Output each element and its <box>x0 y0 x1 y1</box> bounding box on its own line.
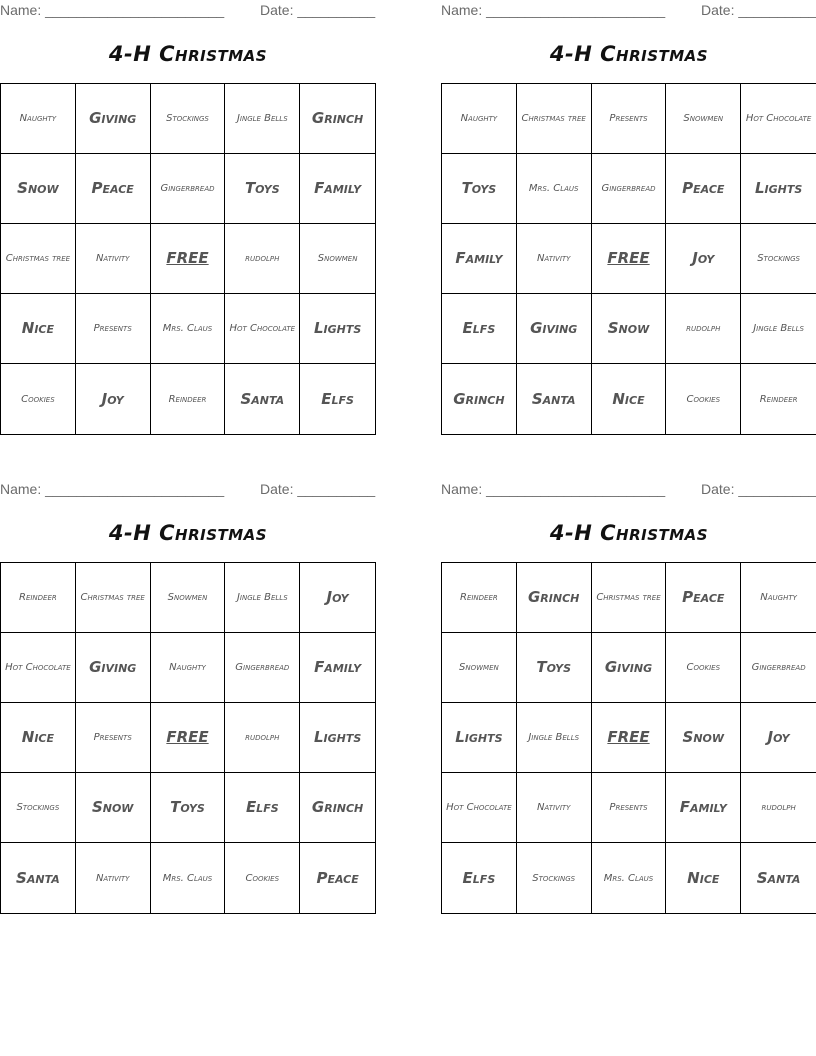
bingo-cell: Giving <box>76 633 151 703</box>
bingo-cell: Cookies <box>225 843 300 913</box>
bingo-cell: Presents <box>76 294 151 364</box>
card-title: 4-H Christmas <box>549 42 709 66</box>
bingo-cell: Stockings <box>517 843 592 913</box>
bingo-cell: Nativity <box>517 224 592 294</box>
bingo-cell: Joy <box>300 563 375 633</box>
bingo-cell: Presents <box>76 703 151 773</box>
bingo-cell: Toys <box>225 154 300 224</box>
bingo-cell: Snowmen <box>666 84 741 154</box>
bingo-cell: Nice <box>1 294 76 364</box>
bingo-cell: rudolph <box>225 224 300 294</box>
bingo-cell: Elfs <box>225 773 300 843</box>
bingo-cell: Lights <box>300 703 375 773</box>
bingo-cell: Joy <box>76 364 151 434</box>
bingo-cell: Santa <box>1 843 76 913</box>
bingo-cell: Christmas tree <box>76 563 151 633</box>
bingo-cell: Stockings <box>1 773 76 843</box>
bingo-cell: Grinch <box>300 773 375 843</box>
bingo-card <box>0 0 376 440</box>
bingo-cell: Lights <box>741 154 816 224</box>
card-header <box>441 2 816 20</box>
name-field: Name: _______________________ <box>0 2 225 18</box>
date-field: Date: __________ <box>701 481 816 497</box>
card-header <box>441 481 816 499</box>
card-header <box>0 481 376 499</box>
card-title: 4-H Christmas <box>108 42 268 66</box>
bingo-cell: Jingle Bells <box>517 703 592 773</box>
bingo-cell: Snowmen <box>442 633 517 703</box>
bingo-cell: Mrs. Claus <box>151 843 226 913</box>
bingo-cell: Christmas tree <box>517 84 592 154</box>
bingo-cell: rudolph <box>741 773 816 843</box>
bingo-cell: Gingerbread <box>592 154 667 224</box>
bingo-cell: Naughty <box>741 563 816 633</box>
bingo-cell: rudolph <box>225 703 300 773</box>
bingo-cell: Elfs <box>442 843 517 913</box>
date-field: Date: __________ <box>260 481 376 497</box>
bingo-cell: Presents <box>592 84 667 154</box>
bingo-cell: Reindeer <box>1 563 76 633</box>
bingo-cell: Reindeer <box>759 393 798 405</box>
bingo-cell: Cookies <box>1 364 76 434</box>
bingo-cell: Snowmen <box>151 563 226 633</box>
bingo-cell: Peace <box>666 563 741 633</box>
bingo-cell: Jingle Bells <box>225 563 300 633</box>
bingo-grid <box>441 83 816 435</box>
bingo-cell: Nice <box>592 364 667 434</box>
date-field: Date: __________ <box>701 2 816 18</box>
bingo-cell: Santa <box>756 868 801 887</box>
bingo-cell: Nativity <box>76 224 151 294</box>
bingo-cell: Christmas tree <box>1 224 76 294</box>
bingo-cell: Snow <box>666 703 741 773</box>
bingo-cell: Nativity <box>76 843 151 913</box>
bingo-cell: Mrs. Claus <box>592 843 667 913</box>
bingo-cell: Cookies <box>666 364 741 434</box>
bingo-cell: Snow <box>76 773 151 843</box>
bingo-cell: Naughty <box>1 84 76 154</box>
bingo-cell: Elfs <box>321 389 354 408</box>
bingo-cell: Grinch <box>442 364 517 434</box>
bingo-card <box>441 479 816 919</box>
bingo-cell: Snow <box>1 154 76 224</box>
bingo-cell: Nativity <box>517 773 592 843</box>
card-title: 4-H Christmas <box>549 521 709 545</box>
bingo-cell: Lights <box>300 294 375 364</box>
bingo-cell: Family <box>300 154 375 224</box>
bingo-cell: Stockings <box>151 84 226 154</box>
bingo-cell: Peace <box>76 154 151 224</box>
bingo-card <box>441 0 816 440</box>
bingo-cell: Toys <box>442 154 517 224</box>
name-field: Name: _______________________ <box>441 2 666 18</box>
bingo-cell: Family <box>666 773 741 843</box>
bingo-cell: Toys <box>517 633 592 703</box>
free-space: FREE <box>592 224 667 294</box>
bingo-cell: Grinch <box>517 563 592 633</box>
bingo-cell: Reindeer <box>151 364 226 434</box>
date-field: Date: __________ <box>260 2 376 18</box>
bingo-cell: Lights <box>442 703 517 773</box>
bingo-cell: Christmas tree <box>592 563 667 633</box>
bingo-cell: Hot Chocolate <box>442 773 517 843</box>
bingo-grid <box>441 562 816 914</box>
bingo-cell: Santa <box>517 364 592 434</box>
bingo-cell: Giving <box>517 294 592 364</box>
bingo-cell: Mrs. Claus <box>151 294 226 364</box>
name-field: Name: _______________________ <box>441 481 666 497</box>
bingo-cell: Reindeer <box>442 563 517 633</box>
bingo-cell: Giving <box>76 84 151 154</box>
bingo-cell: Family <box>442 224 517 294</box>
bingo-cell: Joy <box>666 224 741 294</box>
card-header <box>0 2 376 20</box>
name-field: Name: _______________________ <box>0 481 225 497</box>
bingo-cell: Naughty <box>151 633 226 703</box>
bingo-card <box>0 479 376 919</box>
card-title: 4-H Christmas <box>108 521 268 545</box>
bingo-cell: Nice <box>1 703 76 773</box>
bingo-cell: Grinch <box>300 84 375 154</box>
bingo-cell: Jingle Bells <box>225 84 300 154</box>
free-space: FREE <box>151 224 226 294</box>
bingo-cell: Snow <box>592 294 667 364</box>
free-space: FREE <box>151 703 226 773</box>
bingo-cell: Gingerbread <box>225 633 300 703</box>
bingo-cell: Presents <box>592 773 667 843</box>
bingo-cell: Elfs <box>442 294 517 364</box>
bingo-cell: Gingerbread <box>151 154 226 224</box>
bingo-cell: Jingle Bells <box>741 294 816 364</box>
bingo-cell: Naughty <box>442 84 517 154</box>
bingo-cell: Nice <box>666 843 741 913</box>
bingo-cell: Hot Chocolate <box>225 294 300 364</box>
bingo-cell: Giving <box>592 633 667 703</box>
bingo-grid <box>0 83 376 435</box>
bingo-cell: Toys <box>151 773 226 843</box>
bingo-cell: Stockings <box>741 224 816 294</box>
bingo-grid <box>0 562 376 914</box>
free-space: FREE <box>592 703 667 773</box>
bingo-cell: Snowmen <box>300 224 375 294</box>
bingo-cell: Hot Chocolate <box>741 84 816 154</box>
bingo-cell: Cookies <box>666 633 741 703</box>
bingo-cell: Joy <box>741 703 816 773</box>
bingo-cell: Family <box>300 633 375 703</box>
bingo-cell: Peace <box>316 868 359 887</box>
bingo-cell: Santa <box>225 364 300 434</box>
bingo-cell: Hot Chocolate <box>1 633 76 703</box>
bingo-cell: rudolph <box>666 294 741 364</box>
bingo-cell: Gingerbread <box>741 633 816 703</box>
bingo-cell: Mrs. Claus <box>517 154 592 224</box>
bingo-cell: Peace <box>666 154 741 224</box>
